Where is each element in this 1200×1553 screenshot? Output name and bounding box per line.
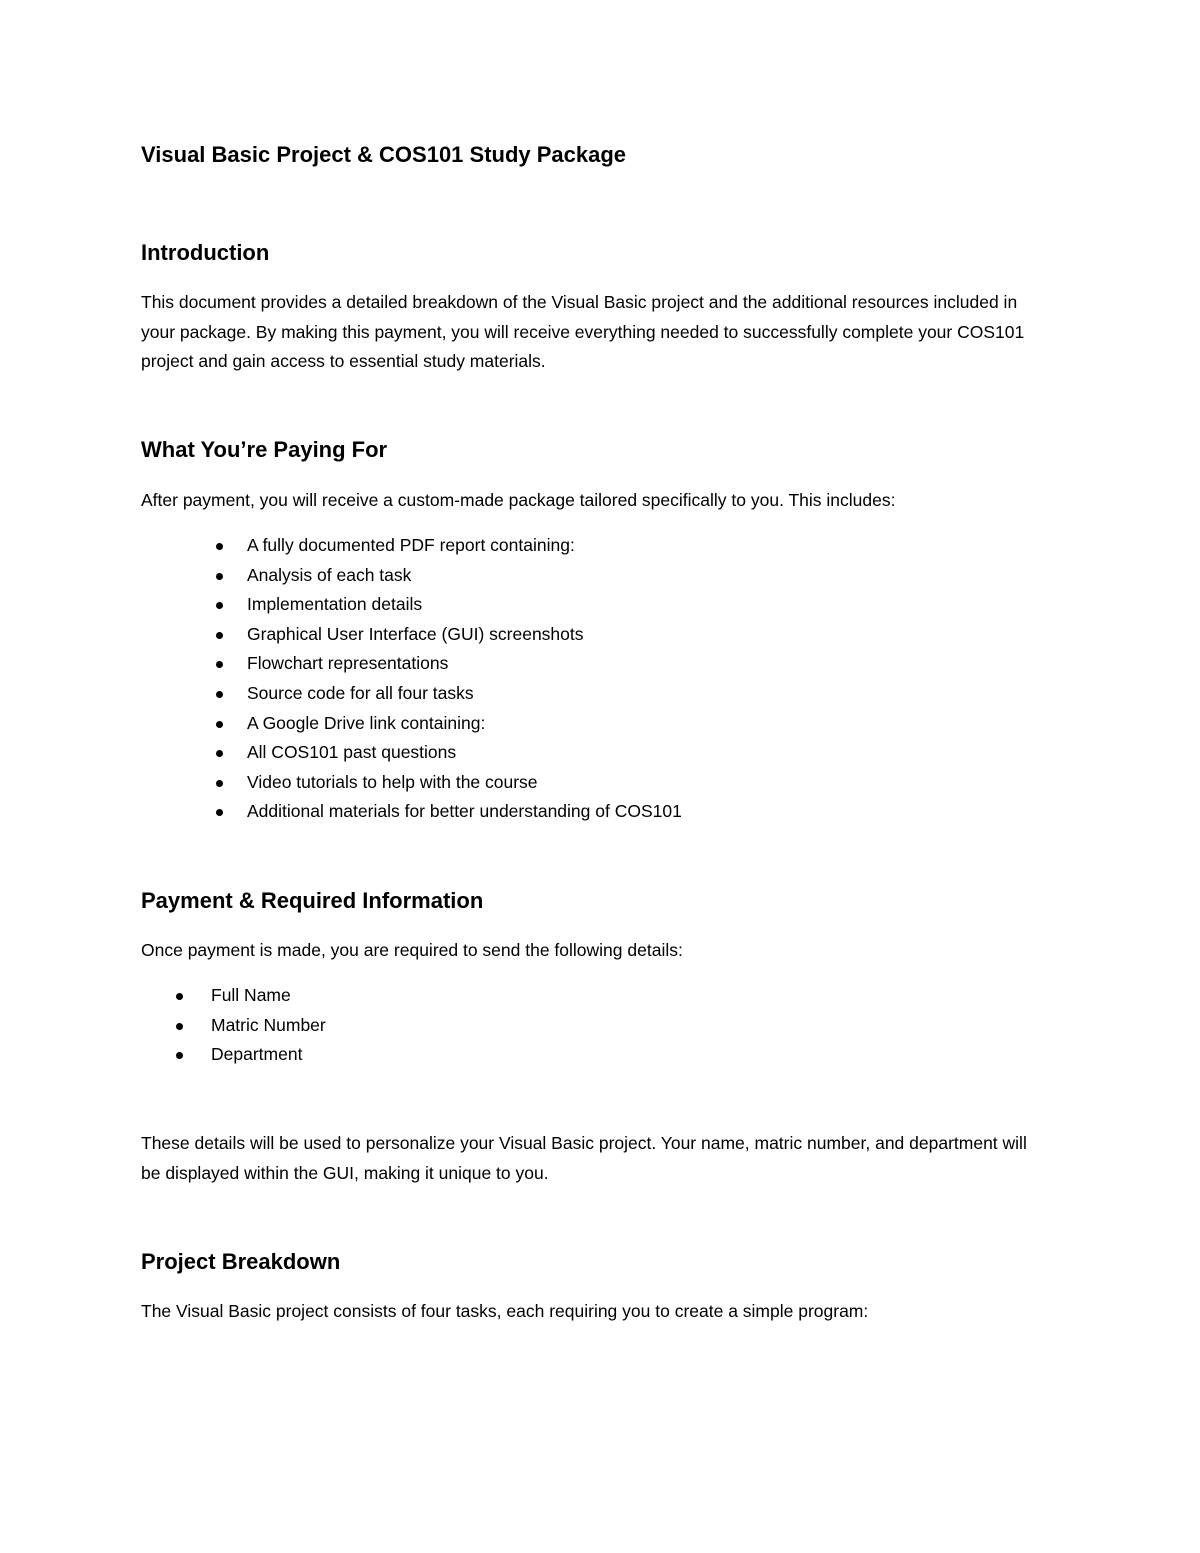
list-item-text: Matric Number	[211, 1014, 326, 1035]
bullet-icon	[216, 691, 223, 698]
list-item	[247, 590, 682, 620]
list-item-text: Source code for all four tasks	[247, 682, 474, 703]
list-item	[247, 679, 682, 709]
required-details-list	[211, 981, 326, 1070]
payment-paragraph: Once payment is made, you are required to send the following details:	[141, 940, 683, 960]
bullet-icon	[216, 661, 223, 668]
bullet-icon	[216, 809, 223, 816]
bullet-icon	[216, 543, 223, 550]
list-item	[211, 1011, 326, 1041]
list-item-text: Video tutorials to help with the course	[247, 771, 538, 792]
list-item-text: Flowchart representations	[247, 653, 449, 674]
paying-for-paragraph: After payment, you will receive a custom-made package tailored specifically to you. This includes:	[141, 490, 896, 510]
list-item	[247, 649, 682, 679]
list-item-text: All COS101 past questions	[247, 742, 457, 763]
bullet-icon	[216, 780, 223, 787]
payment-heading: Payment & Required Information	[141, 888, 484, 913]
list-item	[247, 709, 682, 739]
list-item	[247, 797, 682, 827]
introduction-heading: Introduction	[141, 240, 270, 265]
list-item-text: Implementation details	[247, 594, 423, 615]
list-item	[247, 531, 682, 561]
payment-note-paragraph: These details will be used to personalize your Visual Basic project. Your name, matric number, and department will be displayed within the GUI, making it unique to you.	[141, 1133, 1027, 1183]
list-item	[247, 620, 682, 650]
bullet-icon	[216, 632, 223, 639]
package-contents-list	[247, 531, 682, 827]
list-item	[247, 561, 682, 591]
bullet-icon	[216, 573, 223, 580]
bullet-icon	[216, 721, 223, 728]
paying-for-heading: What You’re Paying For	[141, 437, 388, 462]
bullet-icon	[176, 1023, 183, 1030]
list-item-text: Graphical User Interface (GUI) screenshots	[247, 623, 584, 644]
list-item	[247, 738, 682, 768]
list-item-text: Department	[211, 1044, 303, 1065]
breakdown-paragraph: The Visual Basic project consists of four tasks, each requiring you to create a simple program:	[141, 1301, 869, 1321]
list-item-text: A fully documented PDF report containing:	[247, 535, 575, 555]
list-item-text: Additional materials for better understanding of COS101	[247, 801, 682, 822]
list-item	[211, 981, 326, 1011]
breakdown-heading: Project Breakdown	[141, 1249, 341, 1274]
list-item-text: Full Name	[211, 985, 291, 1005]
bullet-icon	[216, 602, 223, 609]
bullet-icon	[216, 750, 223, 757]
bullet-icon	[176, 993, 183, 1000]
list-item	[247, 768, 682, 798]
introduction-paragraph: This document provides a detailed breakdown of the Visual Basic project and the additional resources included in your package. By making this payment, you will receive everything needed to successfully complete your COS101 project and gain access to essential study materials.	[141, 292, 1025, 371]
list-item	[211, 1040, 326, 1070]
bullet-icon	[176, 1052, 183, 1059]
list-item-text: A Google Drive link containing:	[247, 712, 486, 733]
list-item-text: Analysis of each task	[247, 564, 412, 585]
document-title: Visual Basic Project & COS101 Study Package	[141, 142, 627, 167]
